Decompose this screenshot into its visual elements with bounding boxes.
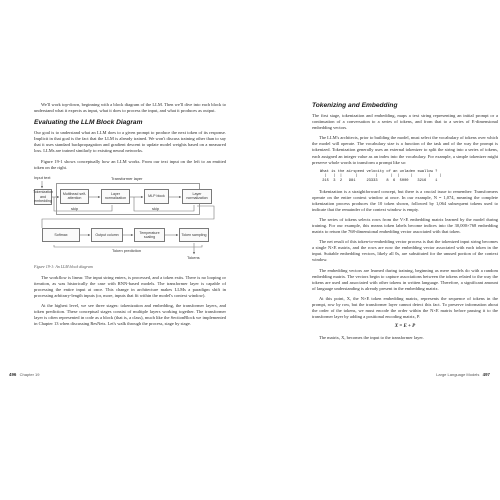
left-column [34, 102, 226, 332]
paragraph: Figure 19-1 shows conceptually how an LLM works. From our text input on the left to an emitted token on the right. [34, 158, 226, 170]
temperature-scaling-box: Temperature scaling [134, 228, 165, 242]
formula: X = E + P [394, 324, 416, 330]
code-line: | | | | | | | | | | [320, 174, 442, 179]
output-column-box: Output column [91, 228, 123, 242]
code-line: 215 3 2 981 23333 8 6 5000 3216 1 [320, 178, 438, 183]
code-example [320, 170, 498, 184]
paragraph: The workflow is linear. The input string enters, is processed, and a token exits. There is no looping or iteration, as was historically the case with RNN-based models. The transformer layer is capable of processing the entire input at once. This change in architecture makes LLMs a paradigm shift in processing arbitrary-length inputs (or, more, inputs that fit within the model's context window). [34, 274, 226, 299]
llm-block-diagram [34, 175, 226, 261]
page-number: 496 [9, 372, 17, 377]
right-page [252, 0, 500, 500]
transformer-layer-label: Transformer layer [111, 175, 143, 181]
code-line: What is the airspeed velocity of an unladen swallow ? [320, 169, 438, 174]
figure-caption: Figure 19-1: An LLM block diagram [34, 263, 93, 269]
paragraph: At this point, X, the N×E token embedding matrix, represents the sequence of tokens in the prompt, row by row, but the transformer layer cannot detect this fact. To preserve information about the order of the tokens, we must encode the order within the N×E matrix before passing it to the transformer layer by adding a positional encoding matrix, P. [312, 295, 498, 320]
input-text-label: Input text [34, 174, 51, 180]
mlp-block-box: MLP block [144, 189, 169, 204]
paragraph: The net result of this token-to-embedding vector process is that the tokenized input string becomes a single N×E matrix, and the rows are now the embedding vector associated with each token in the input. Suitable embedding vectors, likely all 0s, are substituted for the unused portion of the context window. [312, 239, 498, 263]
right-column [312, 102, 498, 345]
section-heading: Tokenizing and Embedding [312, 102, 398, 109]
left-page [0, 0, 248, 500]
paragraph: Tokenization is a straightforward concept, but there is a crucial issue to remember: Transformers operate on the entire context window at once. In our example, N = 1,074, meaning the complete tokenization process produces the 10 token shown, followed by 1,064 subsequent tokens used to indicate that the remainder of the context window is empty. [312, 188, 498, 212]
multihead-attention-box: Multihead self-attention [60, 189, 89, 204]
left-footer [9, 372, 39, 377]
intro-paragraph: We'll work top-down, beginning with a block diagram of the LLM. Then we'll dive into each block to understand what it expects as input, what it does to process the input, and what it produces as output. [34, 102, 226, 114]
right-footer [436, 372, 490, 377]
page-number: 497 [482, 372, 490, 377]
section-heading: Evaluating the LLM Block Diagram [34, 119, 143, 127]
paragraph: The embedding vectors are learned during training, beginning as mere models do with a random embedding matrix. The vectors begin to capture associations between the tokens related to the way the tokens are used and associated with other tokens in written language. Therefore, a significant amount of language understanding is already present in the embedding matrix. [312, 267, 498, 291]
paragraph: At the highest level, we see three stages: tokenization and embedding, the transformer layers, and token prediction. These conceptual stages consist of multiple layers working together. The transformer layer is often represented in code as a block (that is, a class), much like the SectionBlock we implemented in Chapter 13 when discussing ResNets. Let's walk through the process, stage by stage. [34, 303, 226, 327]
softmax-box: Softmax [42, 228, 80, 242]
tokenization-box: Tokenization and embedding [33, 190, 53, 203]
layer-norm-box-1: Layer normalization [101, 189, 130, 204]
paragraph: The series of tokens selects rows from the V×E embedding matrix learned by the model during training. For our example, this means token labels become indices into the 30,000×768 embedding matrix to return the 768-dimensional embedding vector associated with that token. [312, 216, 498, 235]
token-sampling-box: Token sampling [179, 228, 209, 242]
skip-label-2: skip [152, 205, 160, 211]
paragraph: The LLM's architects, prior to building the model, must select the vocabulary of tokens over which the model will operate. The vocabulary size is a function of the task and of the way the prompt is tokenized. Tokenization generally uses an external tokenizer to split the string into a series of tokens, each assigned an integer value as an index into the vocabulary. For example, a simple tokenizer might preserve whole words to transform a prompt like so: [312, 135, 498, 165]
skip-label-1: skip [71, 205, 79, 211]
chapter-label: Chapter 19 [19, 372, 40, 377]
paragraph: The first stage, tokenization and embedding, maps a text string representing an initial prompt or a continuation of a conversation to a series of tokens, and from that to a series of E-dimensional embedding vectors. [312, 113, 498, 131]
layer-norm-box-2: Layer normalization [182, 189, 212, 204]
token-prediction-label: Token prediction [112, 247, 142, 253]
paragraph: The matrix, X, becomes the input to the transformer layer. [319, 335, 424, 341]
book-section-label: Large Language Models [436, 372, 480, 377]
tokens-label: Tokens [187, 254, 200, 260]
paragraph: Our goal is to understand what an LLM does to a given prompt to produce the next token of its response. Implicit in that goal is the fact that the LLM is already trained. We won't discuss training other than to say that it uses standard backpropagation and gradient descent to update model weights based on a measured loss. LLMs are trained similarly to existing neural networks. [34, 130, 226, 154]
